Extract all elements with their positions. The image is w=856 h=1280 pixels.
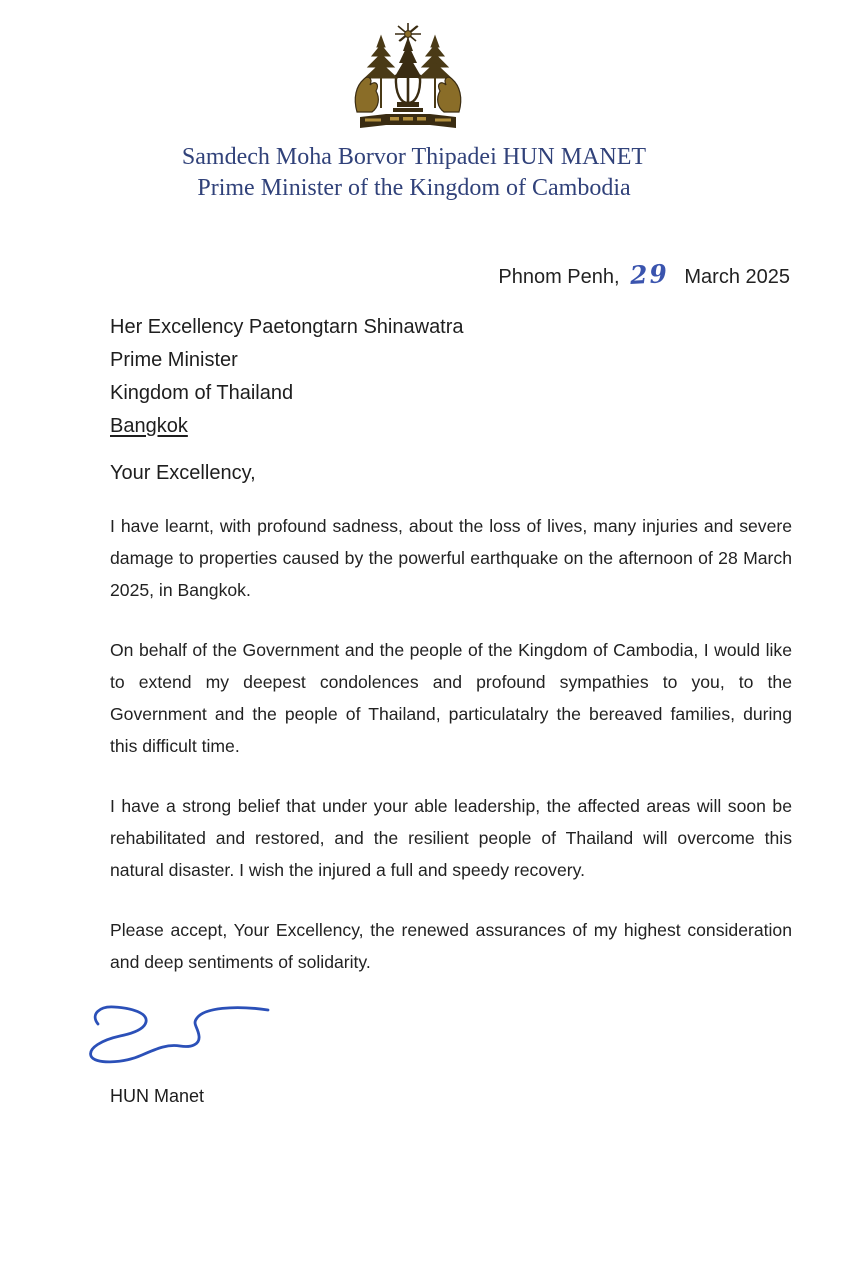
letterhead-title-line1: Samdech Moha Borvor Thipadei HUN MANET <box>181 144 647 170</box>
body-paragraph: On behalf of the Government and the people of the Kingdom of Cambodia, I would like to extend my deepest condolences and profound sympathies to you, to the Government and the people of Thailand, particulatalry the bereaved families, during this difficult time. <box>110 640 792 756</box>
recipient-block <box>110 311 464 443</box>
dateline-place: Phnom Penh, <box>498 266 620 288</box>
letterhead-title-line2: Prime Minister of the Kingdom of Cambodia <box>197 175 631 201</box>
body-paragraph: I have a strong belief that under your able leadership, the affected areas will soon be rehabilitated and restored, and the resilient people of Thailand will overcome this natural disaster. I wish the injured a full and speedy recovery. <box>110 796 792 880</box>
recipient-country: Kingdom of Thailand <box>110 382 294 404</box>
dateline-day-handwritten: 29 <box>628 259 670 290</box>
royal-arms-of-cambodia-emblem <box>352 22 464 132</box>
signature-scribble <box>84 994 284 1069</box>
recipient-name: Her Excellency Paetongtarn Shinawatra <box>110 316 464 338</box>
dateline <box>498 260 790 289</box>
salutation: Your Excellency, <box>110 462 256 484</box>
signer-name: HUN Manet <box>110 1086 205 1106</box>
body-paragraph: I have learnt, with profound sadness, about the loss of lives, many injuries and severe damage to properties caused by the powerful earthquake on the afternoon of 28 March 2025, in Bangkok. <box>110 516 792 600</box>
letterhead <box>0 142 828 204</box>
dateline-month-year: March 2025 <box>684 266 790 288</box>
recipient-title: Prime Minister <box>110 349 238 371</box>
body-paragraph: Please accept, Your Excellency, the renewed assurances of my highest consideration and deep sentiments of solidarity. <box>110 920 792 972</box>
recipient-city: Bangkok <box>110 415 188 437</box>
letter-body <box>110 510 792 1006</box>
